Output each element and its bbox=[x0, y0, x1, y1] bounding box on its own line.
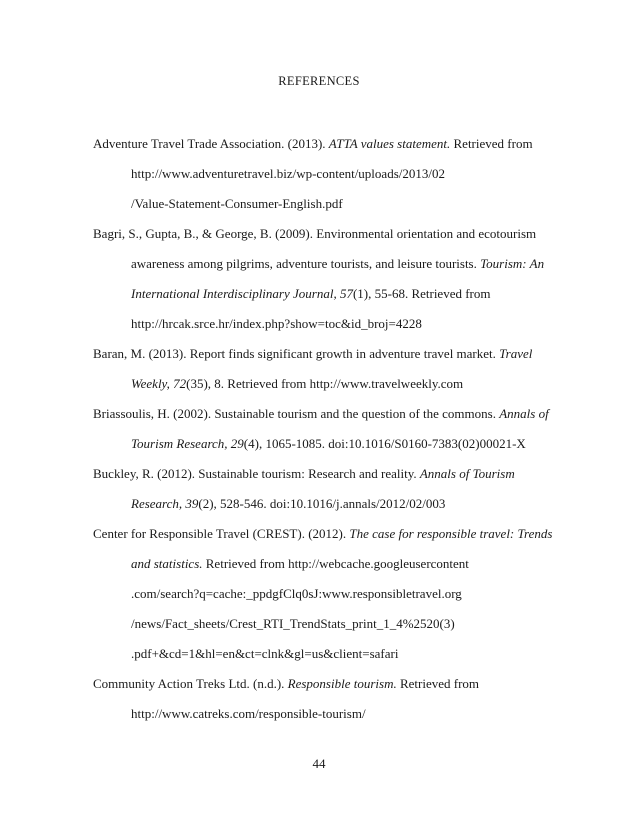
reference-entry bbox=[93, 519, 563, 669]
reference-italic-text: Tourism Research, 29 bbox=[131, 436, 244, 451]
reference-text: Baran, M. (2013). Report finds significant growth in adventure travel market. bbox=[93, 346, 500, 361]
reference-line bbox=[93, 219, 563, 249]
reference-italic-text: Weekly, 72 bbox=[131, 376, 187, 391]
reference-text: http://www.catreks.com/responsible-tourism/ bbox=[131, 706, 366, 721]
reference-line bbox=[93, 609, 563, 639]
reference-text: (35), 8. Retrieved from http://www.travelweekly.com bbox=[186, 376, 464, 391]
reference-line bbox=[93, 189, 563, 219]
reference-entry bbox=[93, 459, 563, 519]
reference-entry bbox=[93, 339, 563, 399]
reference-line bbox=[93, 159, 563, 189]
reference-line bbox=[93, 549, 563, 579]
reference-text: /Value-Statement-Consumer-English.pdf bbox=[131, 196, 343, 211]
reference-line bbox=[93, 399, 563, 429]
reference-text: awareness among pilgrims, adventure tourists, and leisure tourists. bbox=[131, 256, 481, 271]
reference-entry bbox=[93, 669, 563, 729]
reference-line bbox=[93, 459, 563, 489]
reference-line bbox=[93, 669, 563, 699]
reference-text: .pdf+&cd=1&hl=en&ct=clnk&gl=us&client=safari bbox=[131, 646, 399, 661]
reference-text: http://www.adventuretravel.biz/wp-content/uploads/2013/02 bbox=[131, 166, 445, 181]
page-number: 44 bbox=[312, 756, 326, 771]
reference-line bbox=[93, 279, 563, 309]
reference-text: Bagri, S., Gupta, B., & George, B. (2009). Environmental orientation and ecotourism bbox=[93, 226, 537, 241]
reference-text: Community Action Treks Ltd. (n.d.). bbox=[93, 676, 288, 691]
reference-italic-text: Tourism: An bbox=[480, 256, 545, 271]
reference-line bbox=[93, 639, 563, 669]
reference-line bbox=[93, 249, 563, 279]
reference-text: (2), 528-546. doi:10.1016/j.annals/2012/02/003 bbox=[198, 496, 446, 511]
reference-entry bbox=[93, 399, 563, 459]
reference-line bbox=[93, 579, 563, 609]
reference-entry bbox=[93, 129, 563, 219]
reference-italic-text: Research, 39 bbox=[131, 496, 199, 511]
page-title: REFERENCES bbox=[278, 74, 360, 88]
reference-text: (1), 55-68. Retrieved from bbox=[352, 286, 491, 301]
reference-text: http://hrcak.srce.hr/index.php?show=toc&id_broj=4228 bbox=[131, 316, 422, 331]
reference-italic-text: ATTA values statement. bbox=[328, 136, 451, 151]
reference-line bbox=[93, 369, 563, 399]
reference-line bbox=[93, 339, 563, 369]
reference-text: .com/search?q=cache:_ppdgfClq0sJ:www.responsibletravel.org bbox=[131, 586, 462, 601]
reference-text: Retrieved from bbox=[450, 136, 533, 151]
reference-italic-text: The case for responsible travel: Trends bbox=[349, 526, 553, 541]
reference-text: Adventure Travel Trade Association. (2013). bbox=[93, 136, 329, 151]
reference-text: Center for Responsible Travel (CREST). (2012). bbox=[93, 526, 350, 541]
reference-line bbox=[93, 489, 563, 519]
reference-line bbox=[93, 429, 563, 459]
reference-text: Retrieved from bbox=[396, 676, 480, 691]
reference-italic-text: and statistics. bbox=[131, 556, 203, 571]
reference-italic-text: International Interdisciplinary Journal, 57 bbox=[131, 286, 353, 301]
reference-text: Briassoulis, H. (2002). Sustainable tourism and the question of the commons. bbox=[93, 406, 500, 421]
reference-text: Buckley, R. (2012). Sustainable tourism: Research and reality. bbox=[93, 466, 420, 481]
reference-text: (4), 1065-1085. doi:10.1016/S0160-7383(02)00021-X bbox=[243, 436, 526, 451]
reference-text: Retrieved from http://webcache.googleusercontent bbox=[202, 556, 469, 571]
reference-line bbox=[93, 309, 563, 339]
reference-line bbox=[93, 519, 563, 549]
reference-italic-text: Annals of Tourism bbox=[419, 466, 515, 481]
reference-line bbox=[93, 129, 563, 159]
reference-line bbox=[93, 699, 563, 729]
reference-text: /news/Fact_sheets/Crest_RTI_TrendStats_print_1_4%2520(3) bbox=[131, 616, 455, 631]
reference-italic-text: Annals of bbox=[499, 406, 549, 421]
reference-entry bbox=[93, 219, 563, 339]
reference-italic-text: Travel bbox=[499, 346, 533, 361]
reference-list bbox=[93, 129, 563, 729]
reference-italic-text: Responsible tourism. bbox=[287, 676, 397, 691]
